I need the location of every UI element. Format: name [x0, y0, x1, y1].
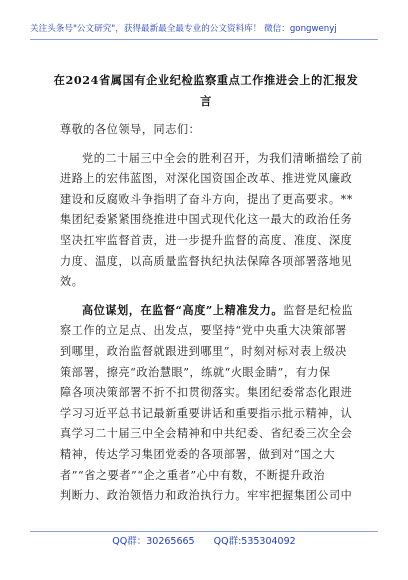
paragraph-line: 察工作的立足点、出发点，要坚持“党中央重大决策部署: [60, 324, 347, 338]
paragraph-line: 效。: [60, 275, 84, 289]
paragraph-2: [60, 301, 356, 507]
document-title: [46, 70, 366, 112]
title-line-1: 在2024省属国有企业纪检监察重点工作推进会上的汇报发: [53, 73, 359, 87]
paragraph-line: 学习习近平总书记最新重要讲话和重要指示批示精神，认: [60, 406, 353, 420]
paragraph-line: 力度、温度，以高质量监督执纪执法保障各项部署落地见: [60, 254, 353, 268]
document-body: [60, 120, 363, 507]
paragraph-line: [60, 301, 356, 322]
title-line-2: 言: [200, 94, 212, 108]
paragraph-line: 判断力、政治领悟力和政治执行力。牢牢把握集团公司中: [60, 489, 353, 503]
paragraph-line: 障各项决策部署不折不扣贯彻落实。集团纪委常态化跟进: [60, 386, 353, 400]
header-divider: [30, 39, 378, 40]
footer-qq-group-2: QQ群:535304092: [213, 536, 296, 547]
footer: [0, 536, 408, 548]
paragraph-line: 党的二十届三中全会的胜利召开，为我们清晰描绘了前: [82, 151, 363, 165]
footer-qq-group-1: QQ群：30265665: [112, 536, 195, 547]
paragraph-line: 进路上的宏伟蓝图，对深化国资国企改革、推进党风廉政: [60, 172, 353, 186]
salutation: 尊敬的各位领导，同志们：: [60, 123, 201, 136]
paragraph-1: [60, 149, 363, 293]
paragraph-gap: [60, 293, 356, 301]
paragraph-line: 者”“省之要者”“企之重者”心中有数，不断提升政治: [60, 468, 326, 482]
paragraph-line: 集团纪委紧紧围绕推进中国式现代化这一最大的政治任务: [60, 213, 353, 227]
section-heading: 高位谋划，在监督“高度”上精准发力。: [82, 303, 284, 317]
paragraph-line: 坚决扛牢监督首责，进一步提升监督的高度、准度、深度: [60, 233, 353, 247]
paragraph-line: 建设和反腐败斗争指明了奋斗方向，提出了更高要求。**: [60, 192, 353, 206]
header-banner: 关注头条号"公文研究"，获得最新最全最专业的公文资料库！ 微信：gongwenyj: [30, 24, 337, 34]
paragraph-line: 到哪里，政治监督就跟进到哪里”，时刻对标对表上级决: [60, 344, 347, 358]
paragraph-gap: [60, 141, 356, 149]
paragraph-line: 精神，传达学习集团党委的各项部署，做到对“国之大: [60, 447, 336, 461]
paragraph-text: 监督是纪检监: [283, 303, 354, 317]
paragraph-line: 真学习二十届三中全会精神和中共纪委、省纪委三次全会: [60, 427, 353, 441]
footer-divider: [30, 531, 378, 532]
paragraph-line: 策部署，擦亮“政治慧眼”，练就“火眼金睛”，有力保: [60, 365, 331, 379]
